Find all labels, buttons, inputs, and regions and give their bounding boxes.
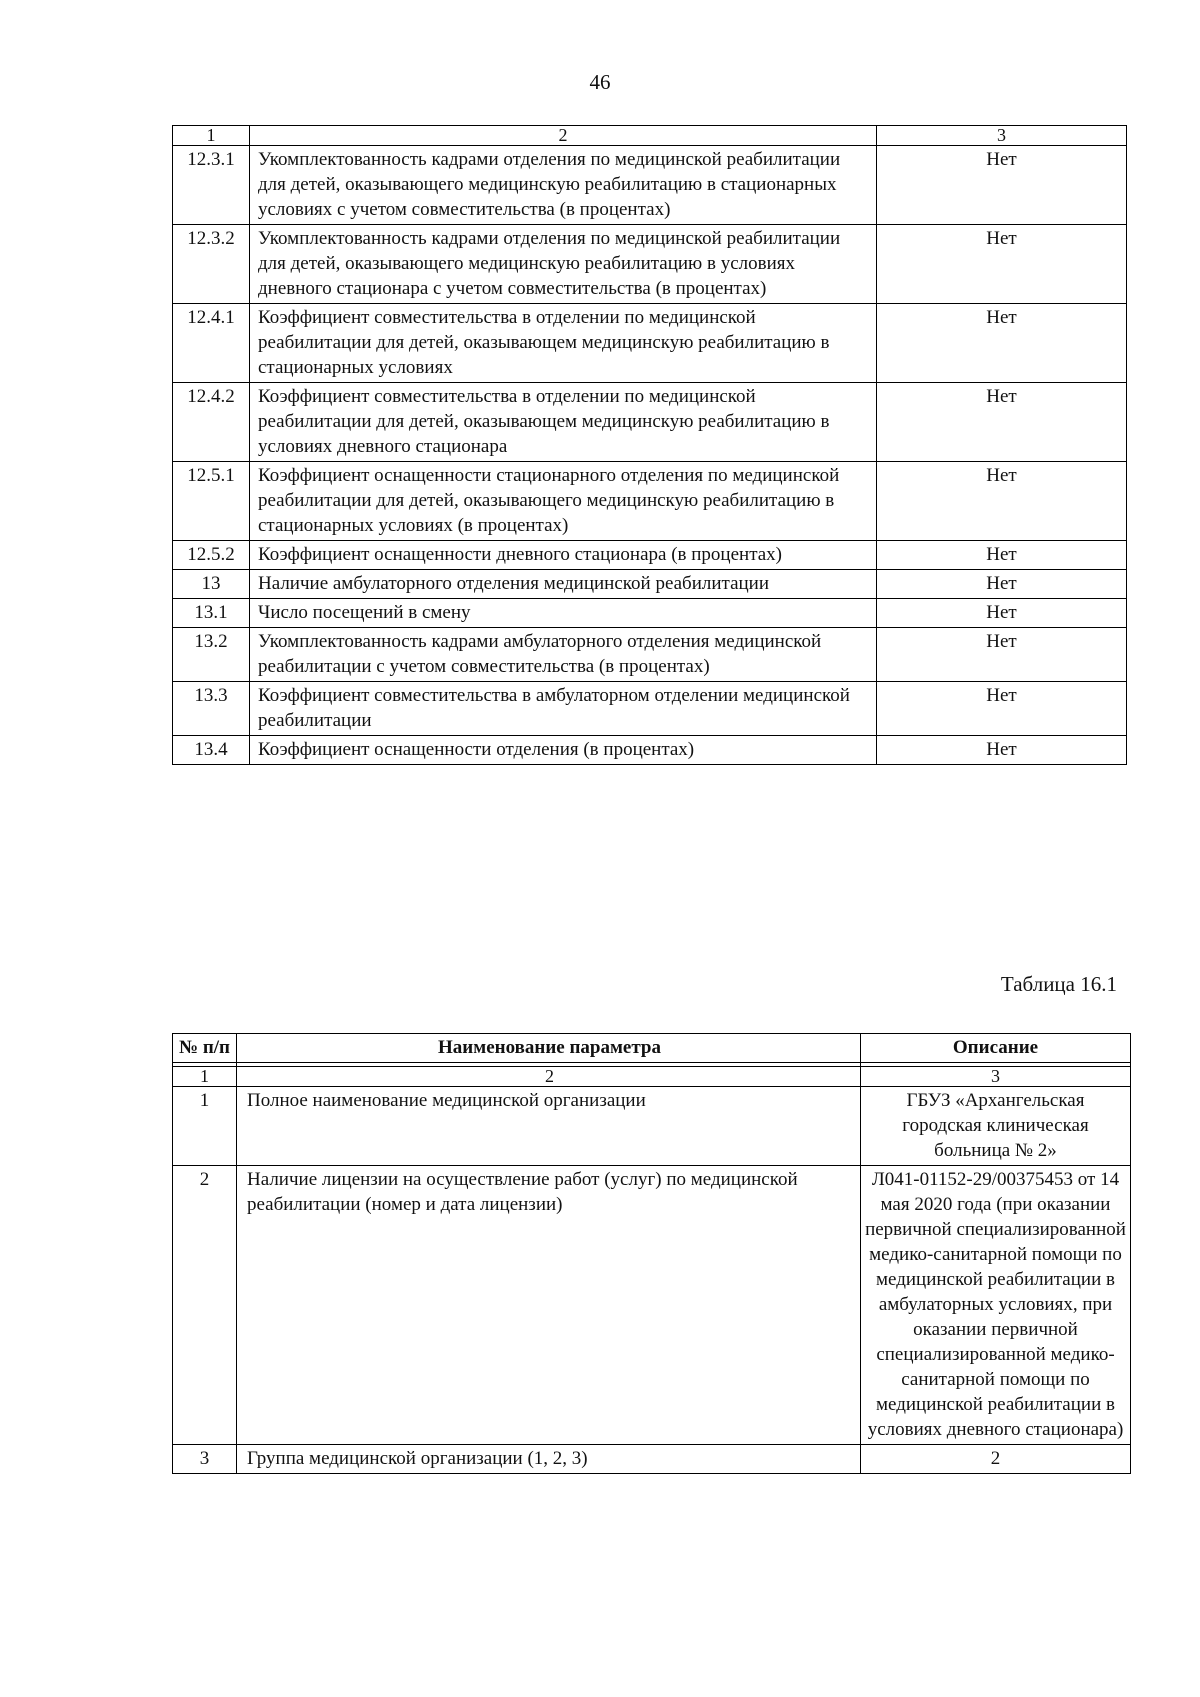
row-value: Нет (877, 462, 1127, 541)
row-value: Нет (877, 541, 1127, 570)
row-number: 13.1 (173, 599, 250, 628)
row-name: Группа медицинской организации (1, 2, 3) (237, 1445, 861, 1474)
header-description: Описание (861, 1034, 1131, 1063)
column-number: 1 (173, 126, 250, 146)
column-number: 3 (861, 1067, 1131, 1087)
table-row (173, 383, 1127, 462)
row-number: 3 (173, 1445, 237, 1474)
row-name: Коэффициент оснащенности отделения (в процентах) (250, 736, 877, 765)
page-number: 46 (589, 70, 611, 94)
row-value: Нет (877, 599, 1127, 628)
row-number: 12.5.2 (173, 541, 250, 570)
table-row (173, 570, 1127, 599)
row-value: Нет (877, 304, 1127, 383)
row-number: 2 (173, 1166, 237, 1445)
row-number: 1 (173, 1087, 237, 1166)
table-row (173, 736, 1127, 765)
row-name: Наличие лицензии на осуществление работ (услуг) по медицинской реабилитации (номер и дата лицензии) (237, 1166, 861, 1445)
column-number-row (173, 126, 1127, 146)
row-number: 13.3 (173, 682, 250, 736)
row-description: 2 (861, 1445, 1131, 1474)
header-number: № п/п (173, 1034, 237, 1063)
column-number: 2 (237, 1067, 861, 1087)
row-number: 12.3.2 (173, 225, 250, 304)
organization-parameters-table (172, 1033, 1131, 1474)
row-value: Нет (877, 628, 1127, 682)
row-name: Укомплектованность кадрами отделения по медицинской реабилитации для детей, оказывающего медицинскую реабилитацию в стационарных условиях с учетом совместительства (в процентах) (250, 146, 877, 225)
row-number: 12.5.1 (173, 462, 250, 541)
table-row (173, 304, 1127, 383)
indicators-table (172, 125, 1127, 765)
row-name: Коэффициент совместительства в отделении по медицинской реабилитации для детей, оказывающем медицинскую реабилитацию в условиях дневного стационара (250, 383, 877, 462)
row-name: Укомплектованность кадрами амбулаторного отделения медицинской реабилитации с учетом совместительства (в процентах) (250, 628, 877, 682)
row-number: 13 (173, 570, 250, 599)
column-number: 1 (173, 1067, 237, 1087)
row-value: Нет (877, 383, 1127, 462)
table-row (173, 599, 1127, 628)
row-name: Полное наименование медицинской организации (237, 1087, 861, 1166)
row-value: Нет (877, 736, 1127, 765)
row-name: Коэффициент совместительства в отделении по медицинской реабилитации для детей, оказывающем медицинскую реабилитацию в стационарных условиях (250, 304, 877, 383)
row-number: 12.3.1 (173, 146, 250, 225)
table-row (173, 462, 1127, 541)
row-number: 12.4.2 (173, 383, 250, 462)
table-row (173, 628, 1127, 682)
row-name: Коэффициент оснащенности дневного стационара (в процентах) (250, 541, 877, 570)
table-row (173, 225, 1127, 304)
row-number: 13.2 (173, 628, 250, 682)
column-number-row (173, 1067, 1131, 1087)
table-row (173, 541, 1127, 570)
row-value: Нет (877, 682, 1127, 736)
row-description: Л041-01152-29/00375453 от 14 мая 2020 года (при оказании первичной специализированной медико-санитарной помощи по медицинской реабилитации в амбулаторных условиях, при оказании первичной специализированной медико-санитарной помощи по медицинской реабилитации в условиях дневного стационара) (861, 1166, 1131, 1445)
row-value: Нет (877, 146, 1127, 225)
table-row (173, 1445, 1131, 1474)
row-number: 13.4 (173, 736, 250, 765)
table-row (173, 1087, 1131, 1166)
row-name: Число посещений в смену (250, 599, 877, 628)
row-name: Коэффициент совместительства в амбулаторном отделении медицинской реабилитации (250, 682, 877, 736)
row-name: Укомплектованность кадрами отделения по медицинской реабилитации для детей, оказывающего медицинскую реабилитацию в условиях дневного стационара с учетом совместительства (в процентах) (250, 225, 877, 304)
row-name: Коэффициент оснащенности стационарного отделения по медицинской реабилитации для детей, оказывающего медицинскую реабилитацию в стационарных условиях (в процентах) (250, 462, 877, 541)
row-value: Нет (877, 225, 1127, 304)
column-number: 3 (877, 126, 1127, 146)
column-number: 2 (250, 126, 877, 146)
row-description: ГБУЗ «Архангельская городская клиническая больница № 2» (861, 1087, 1131, 1166)
row-name: Наличие амбулаторного отделения медицинской реабилитации (250, 570, 877, 599)
table-header-row (173, 1034, 1131, 1063)
row-number: 12.4.1 (173, 304, 250, 383)
table-row (173, 1166, 1131, 1445)
header-parameter-name: Наименование параметра (237, 1034, 861, 1063)
row-value: Нет (877, 570, 1127, 599)
table-row (173, 682, 1127, 736)
table-row (173, 146, 1127, 225)
table-caption: Таблица 16.1 (1000, 972, 1117, 996)
